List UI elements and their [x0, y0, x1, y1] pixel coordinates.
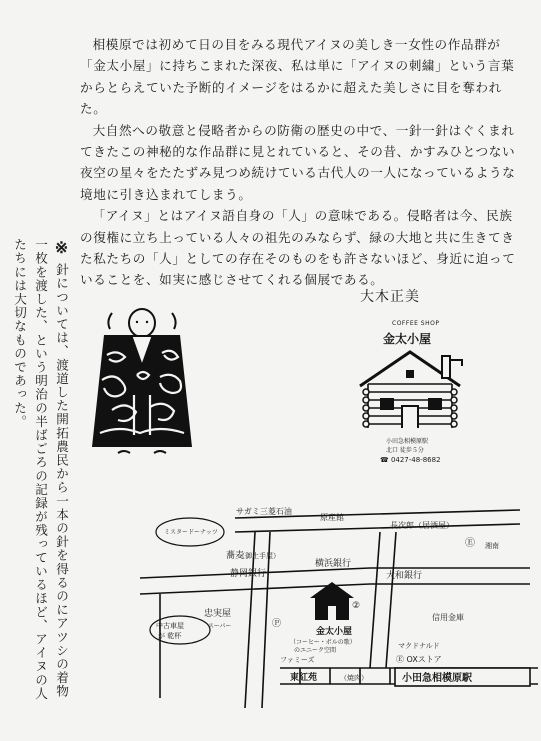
map-label-sagamiono: サガミ三菱石油 — [236, 507, 292, 516]
shop-address-line-1: 小田急相模原駅 — [386, 438, 429, 445]
ainu-robe-illustration — [82, 305, 202, 470]
map-label-nakajima: 中古車屋 — [156, 622, 184, 630]
map-label-kintaro: 金太小屋 — [316, 627, 353, 637]
map-label-kouraku: 東紅苑 — [290, 673, 318, 683]
map-label-shizuoka: 静岡銀行 — [230, 569, 267, 579]
shop-name: 金太小屋 — [383, 332, 432, 346]
map-label-station: 小田急相模原駅 — [402, 673, 472, 684]
map-label-kanto: 蕎麦 — [226, 551, 245, 561]
map-label-shinkin: 信用金庫 — [432, 613, 464, 622]
map-label-sugibo: ミスタードーナッツ — [164, 529, 218, 536]
map-label-daiwa: 大和銀行 — [386, 571, 423, 581]
essay-paragraph-1: 相模原では初めて日の目をみる現代アイヌの美しき一女性の作品群が「金太小屋」に持ちこまれた深夜、私は単に「アイヌの刺繍」という言葉からとらえていた予断的イメージをはるかに超えた美しさに目を奪われた。 — [80, 37, 515, 117]
shop-category: COFFEE SHOP — [392, 320, 440, 327]
map-label-kouraku-sub: （焼肉） — [340, 674, 368, 682]
map-label-kintaro-sub2: のユニーク空間 — [294, 647, 337, 654]
author-name: 大木正美 — [360, 289, 420, 305]
note-mark: ※ — [52, 238, 71, 258]
map-label-kintaro-sub: （コーヒー・ボルの歌） — [290, 639, 356, 646]
map-label-kanto2: （御土手屋） — [238, 552, 280, 560]
map-label-naisu: 湘南 — [485, 542, 499, 550]
map-label-mcdonald: マクドナルド — [398, 642, 440, 650]
map-label-two: ② — [352, 601, 361, 611]
map-label-parking: Ⓟ — [272, 619, 282, 629]
log-cabin-illustration — [350, 346, 470, 434]
shop-location-marker — [310, 582, 354, 620]
map-label-station-e: Ⓔ — [465, 538, 475, 549]
map-label-chukyo-sub: スーパー — [208, 623, 232, 630]
essay-body — [80, 34, 518, 291]
essay-paragraph-2: 大自然への敬意と侵略者からの防衛の歴史の中で、一針一針はぐくまれてきたこの神秘的な作品群に見とれていると、その昔、かすみひとつない夜空の星々をたたずみ見つめ続けている古代人の一人になっているような境地に引き込まれてしまう。 — [80, 122, 516, 202]
map-label-nakajima2: が 乾杯 — [158, 632, 182, 640]
side-note-text: 針については、渡道した開拓農民から一本の針を得るのにアツシの着物一枚を渡した、という明治の半ばごろの記録が残っているほど、アイヌの人たちには大切なものであった。 — [12, 238, 69, 701]
map-label-kotobuki: 長次郎（居酒屋） — [390, 521, 454, 530]
map-label-yokohama: 横浜銀行 — [315, 559, 352, 569]
side-note — [6, 238, 72, 708]
shop-telephone: ☎ 0427-48-8682 — [380, 456, 441, 464]
essay-paragraph-3: 「アイヌ」とはアイヌ語自身の「人」の意味である。侵略者は今、民族の復権に立ち上っている人々の祖先のみならず、緑の大地と共に生きてきた私たちの「人」としての存在そのものをも許さないほど、身近に迫っていることを、如実に感じさせてくれる個展である。 — [80, 208, 516, 288]
map-label-fami: ファミーズ — [280, 656, 315, 664]
shop-address-line-2: 北口 徒歩５分 — [386, 447, 424, 454]
access-map — [140, 498, 540, 708]
map-label-ox: Ⓔ OXストア — [396, 655, 442, 664]
map-label-enoki: 原産館 — [320, 513, 344, 522]
map-label-chukyo: 忠実屋 — [204, 609, 232, 619]
